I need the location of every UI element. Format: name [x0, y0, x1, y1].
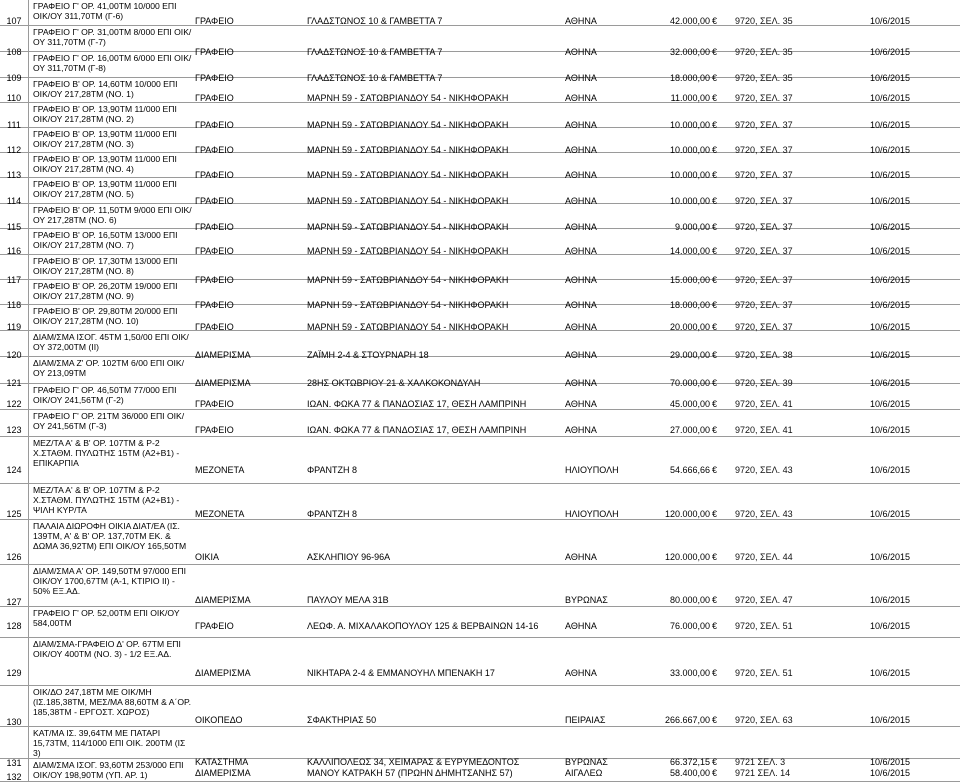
row-description: ΠΑΛΑΙΑ ΔΙΩΡΟΦΗ ΟΙΚΙΑ ΔΙΑΤ/ΕΑ (ΙΣ. 139ΤΜ, Α' & Β' ΟΡ. 137,70ΤΜ ΕΚ. & ΔΩΜΑ 36,92ΤΜ) ΕΠΙ ΟΙΚ/ΟΥ 165,50ΤΜ: [33, 521, 187, 551]
row-price: 9.000,00: [674, 222, 710, 232]
row-type: ΟΙΚΟΠΕΔΟ: [195, 715, 243, 725]
table-row: [0, 52, 960, 83]
euro-sign: €: [712, 222, 718, 232]
row-fek-ref: 9720, ΣΕΛ. 43: [735, 509, 793, 519]
row-type: ΜΕΖΟΝΕΤΑ: [195, 509, 245, 519]
row-type: ΓΡΑΦΕΙΟ: [195, 222, 234, 232]
row-address: ΜΑΝΟΥ ΚΑΤΡΑΚΗ 57 (ΠΡΩΗΝ ΔΗΜΗΤΣΑΝΗΣ 57): [307, 768, 513, 778]
row-date: 10/6/2015: [870, 222, 911, 232]
row-date: 10/6/2015: [870, 509, 911, 519]
row-city: ΗΛΙΟΥΠΟΛΗ: [565, 509, 619, 519]
row-type: ΓΡΑΦΕΙΟ: [195, 145, 234, 155]
row-fek-ref: 9720, ΣΕΛ. 41: [735, 399, 793, 409]
row-price: 266.667,00: [664, 715, 710, 725]
row-fek-ref: 9721 ΣΕΛ. 3: [735, 757, 786, 767]
row-date: 10/6/2015: [870, 757, 911, 767]
row-city: ΑΘΗΝΑ: [565, 145, 597, 155]
row-city: ΒΥΡΩΝΑΣ: [565, 595, 608, 605]
row-description: ΓΡΑΦΕΙΟ Γ' ΟΡ. 52,00ΤΜ ΕΠΙ ΟΙΚ/ΟΥ 584,00ΤΜ: [33, 608, 180, 628]
row-address: ΜΑΡΝΗ 59 - ΣΑΤΩΒΡΙΑΝΔΟΥ 54 - ΝΙΚΗΦΟΡΑΚΗ: [307, 246, 509, 256]
row-address: ΖΑΪΜΗ 2-4 & ΣΤΟΥΡΝΑΡΗ 18: [307, 350, 429, 360]
row-price: 18.000,00: [669, 300, 710, 310]
row-price: 32.000,00: [669, 47, 710, 57]
row-price: 10.000,00: [669, 120, 710, 130]
row-date: 10/6/2015: [870, 322, 911, 332]
row-type: ΓΡΑΦΕΙΟ: [195, 621, 234, 631]
row-type: ΓΡΑΦΕΙΟ: [195, 246, 234, 256]
row-description: ΓΡΑΦΕΙΟ Β' ΟΡ. 29,80ΤΜ 20/000 ΕΠΙ ΟΙΚ/ΟΥ 217,28ΤΜ (ΝΟ. 10): [33, 306, 178, 326]
row-price: 66.372,15: [669, 757, 710, 767]
euro-sign: €: [712, 552, 718, 562]
row-fek-ref: 9721 ΣΕΛ. 14: [735, 768, 791, 778]
row-city: ΑΘΗΝΑ: [565, 552, 597, 562]
row-price: 45.000,00: [669, 399, 710, 409]
row-city: ΑΘΗΝΑ: [565, 621, 597, 631]
row-price: 15.000,00: [669, 275, 710, 285]
euro-sign: €: [712, 715, 718, 725]
table-row: [0, 357, 960, 388]
row-price: 70.000,00: [669, 378, 710, 388]
row-date: 10/6/2015: [870, 595, 911, 605]
table-row: [0, 178, 960, 204]
row-number: 120: [6, 350, 22, 360]
row-price: 58.400,00: [669, 768, 710, 778]
euro-sign: €: [712, 757, 718, 767]
table-row: [0, 437, 960, 484]
row-date: 10/6/2015: [870, 196, 911, 206]
row-number: 128: [6, 621, 22, 631]
row-date: 10/6/2015: [870, 465, 911, 475]
row-price: 76.000,00: [669, 621, 710, 631]
row-city: ΑΘΗΝΑ: [565, 668, 597, 678]
euro-sign: €: [712, 93, 718, 103]
euro-sign: €: [712, 621, 718, 631]
euro-sign: €: [712, 378, 718, 388]
row-type: ΓΡΑΦΕΙΟ: [195, 275, 234, 285]
row-description: ΜΕΖ/ΤΑ Α' & Β' ΟΡ. 107ΤΜ & Ρ-2 Χ.ΣΤΑΘΜ. ΠΥΛΩΤΗΣ 15ΤΜ (Α2+Β1) - ΨΙΛΗ ΚΥΡ/ΤΑ: [33, 485, 180, 515]
row-type: ΜΕΖΟΝΕΤΑ: [195, 465, 245, 475]
row-fek-ref: 9720, ΣΕΛ. 39: [735, 378, 793, 388]
row-number: 109: [6, 73, 22, 83]
table-row: [0, 255, 960, 285]
row-city: ΑΘΗΝΑ: [565, 300, 597, 310]
row-city: ΑΘΗΝΑ: [565, 399, 597, 409]
row-city: ΠΕΙΡΑΙΑΣ: [565, 715, 606, 725]
row-fek-ref: 9720, ΣΕΛ. 37: [735, 93, 793, 103]
row-price: 11.000,00: [670, 93, 710, 103]
euro-sign: €: [712, 768, 718, 778]
row-price: 54.666,66: [669, 465, 710, 475]
row-date: 10/6/2015: [870, 768, 911, 778]
row-address: ΜΑΡΝΗ 59 - ΣΑΤΩΒΡΙΑΝΔΟΥ 54 - ΝΙΚΗΦΟΡΑΚΗ: [307, 222, 509, 232]
row-address: ΜΑΡΝΗ 59 - ΣΑΤΩΒΡΙΑΝΔΟΥ 54 - ΝΙΚΗΦΟΡΑΚΗ: [307, 170, 509, 180]
row-number: 115: [6, 222, 22, 232]
table-row: [0, 153, 960, 178]
row-date: 10/6/2015: [870, 16, 911, 26]
row-fek-ref: 9720, ΣΕΛ. 37: [735, 196, 793, 206]
row-address: ΓΛΑΔΣΤΩΝΟΣ 10 & ΓΑΜΒΕΤΤΑ 7: [307, 47, 443, 57]
row-description: ΓΡΑΦΕΙΟ Β' ΟΡ. 13,90ΤΜ 11/000 ΕΠΙ ΟΙΚ/ΟΥ 217,28ΤΜ (ΝΟ. 4): [33, 154, 177, 174]
row-fek-ref: 9720, ΣΕΛ. 37: [735, 300, 793, 310]
row-city: ΑΘΗΝΑ: [565, 16, 597, 26]
row-fek-ref: 9720, ΣΕΛ. 38: [735, 350, 793, 360]
row-type: ΓΡΑΦΕΙΟ: [195, 196, 234, 206]
row-fek-ref: 9720, ΣΕΛ. 37: [735, 170, 793, 180]
table-row: [0, 331, 960, 360]
row-city: ΑΘΗΝΑ: [565, 322, 597, 332]
row-address: ΣΦΑΚΤΗΡΙΑΣ 50: [307, 715, 377, 725]
row-type: ΔΙΑΜΕΡΙΣΜΑ: [195, 768, 251, 778]
row-city: ΑΘΗΝΑ: [565, 93, 597, 103]
row-city: ΑΘΗΝΑ: [565, 73, 597, 83]
row-number: 110: [6, 93, 22, 103]
row-number: 117: [6, 275, 22, 285]
row-fek-ref: 9720, ΣΕΛ. 37: [735, 246, 793, 256]
row-date: 10/6/2015: [870, 552, 911, 562]
row-description: ΓΡΑΦΕΙΟ Β' ΟΡ. 13,90ΤΜ 11/000 ΕΠΙ ΟΙΚ/ΟΥ 217,28ΤΜ (ΝΟ. 3): [33, 129, 177, 149]
row-fek-ref: 9720, ΣΕΛ. 47: [735, 595, 793, 605]
row-type: ΓΡΑΦΕΙΟ: [195, 300, 234, 310]
euro-sign: €: [712, 275, 718, 285]
row-number: 131: [6, 758, 22, 768]
euro-sign: €: [712, 668, 718, 678]
row-number: 125: [6, 509, 22, 519]
row-address: ΜΑΡΝΗ 59 - ΣΑΤΩΒΡΙΑΝΔΟΥ 54 - ΝΙΚΗΦΟΡΑΚΗ: [307, 300, 509, 310]
row-price: 80.000,00: [669, 595, 710, 605]
row-address: ΜΑΡΝΗ 59 - ΣΑΤΩΒΡΙΑΝΔΟΥ 54 - ΝΙΚΗΦΟΡΑΚΗ: [307, 196, 509, 206]
row-number: 127: [6, 597, 22, 607]
row-fek-ref: 9720, ΣΕΛ. 51: [735, 668, 793, 678]
row-type: ΓΡΑΦΕΙΟ: [195, 170, 234, 180]
table-row: [0, 384, 960, 410]
row-number: 130: [6, 717, 22, 727]
row-type: ΓΡΑΦΕΙΟ: [195, 16, 234, 26]
row-number: 114: [6, 196, 22, 206]
row-address: ΙΩΑΝ. ΦΩΚΑ 77 & ΠΑΝΔΟΣΙΑΣ 17, ΘΕΣΗ ΛΑΜΠΡΙΝΗ: [307, 425, 527, 435]
row-city: ΑΘΗΝΑ: [565, 350, 597, 360]
table-row: [0, 686, 960, 727]
row-address: ΓΛΑΔΣΤΩΝΟΣ 10 & ΓΑΜΒΕΤΤΑ 7: [307, 73, 443, 83]
row-type: ΚΑΤΑΣΤΗΜΑ: [195, 757, 249, 767]
row-address: ΜΑΡΝΗ 59 - ΣΑΤΩΒΡΙΑΝΔΟΥ 54 - ΝΙΚΗΦΟΡΑΚΗ: [307, 120, 509, 130]
euro-sign: €: [712, 465, 718, 475]
row-fek-ref: 9720, ΣΕΛ. 37: [735, 145, 793, 155]
row-address: ΜΑΡΝΗ 59 - ΣΑΤΩΒΡΙΑΝΔΟΥ 54 - ΝΙΚΗΦΟΡΑΚΗ: [307, 322, 509, 332]
row-address: ΜΑΡΝΗ 59 - ΣΑΤΩΒΡΙΑΝΔΟΥ 54 - ΝΙΚΗΦΟΡΑΚΗ: [307, 93, 509, 103]
table-row: [0, 26, 960, 57]
euro-sign: €: [712, 196, 718, 206]
row-description: ΜΕΖ/ΤΑ Α' & Β' ΟΡ. 107ΤΜ & Ρ-2 Χ.ΣΤΑΘΜ. ΠΥΛΩΤΗΣ 15ΤΜ (Α2+Β1) - ΕΠΙΚΑΡΠΙΑ: [33, 438, 180, 468]
row-address: ΝΙΚΗΤΑΡΑ 2-4 & ΕΜΜΑΝΟΥΗΛ ΜΠΕΝΑΚΗ 17: [307, 668, 495, 678]
row-number: 118: [6, 300, 22, 310]
table-row: [0, 0, 960, 26]
row-fek-ref: 9720, ΣΕΛ. 37: [735, 322, 793, 332]
row-number: 107: [6, 16, 22, 26]
row-number: 116: [6, 246, 22, 256]
row-address: ΓΛΑΔΣΤΩΝΟΣ 10 & ΓΑΜΒΕΤΤΑ 7: [307, 16, 443, 26]
row-city: ΑΘΗΝΑ: [565, 120, 597, 130]
row-address: ΜΑΡΝΗ 59 - ΣΑΤΩΒΡΙΑΝΔΟΥ 54 - ΝΙΚΗΦΟΡΑΚΗ: [307, 145, 509, 155]
row-price: 14.000,00: [669, 246, 710, 256]
row-address: ΦΡΑΝΤΖΗ 8: [307, 509, 358, 519]
euro-sign: €: [712, 595, 718, 605]
euro-sign: €: [712, 399, 718, 409]
row-description: ΓΡΑΦΕΙΟ Β' ΟΡ. 16,50ΤΜ 13/000 ΕΠΙ ΟΙΚ/ΟΥ 217,28ΤΜ (ΝΟ. 7): [33, 230, 178, 250]
row-description: ΓΡΑΦΕΙΟ Γ' ΟΡ. 41,00ΤΜ 10/000 ΕΠΙ ΟΙΚ/ΟΥ 311,70ΤΜ (Γ-6): [33, 1, 177, 21]
row-date: 10/6/2015: [870, 170, 911, 180]
euro-sign: €: [712, 322, 718, 332]
table-row: [0, 128, 960, 153]
row-number: 122: [6, 399, 22, 409]
row-date: 10/6/2015: [870, 246, 911, 256]
row-address: 28ΗΣ ΟΚΤΩΒΡΙΟΥ 21 & ΧΑΛΚΟΚΟΝΔΥΛΗ: [307, 378, 481, 388]
row-date: 10/6/2015: [870, 300, 911, 310]
row-date: 10/6/2015: [870, 378, 911, 388]
table-row: [0, 759, 960, 782]
row-price: 10.000,00: [669, 170, 710, 180]
row-address: ΙΩΑΝ. ΦΩΚΑ 77 & ΠΑΝΔΟΣΙΑΣ 17, ΘΕΣΗ ΛΑΜΠΡΙΝΗ: [307, 399, 527, 409]
row-date: 10/6/2015: [870, 715, 911, 725]
row-type: ΓΡΑΦΕΙΟ: [195, 322, 234, 332]
row-fek-ref: 9720, ΣΕΛ. 63: [735, 715, 793, 725]
table-row: [0, 484, 960, 520]
row-number: 129: [6, 668, 22, 678]
row-price: 120.000,00: [664, 509, 710, 519]
row-address: ΛΕΩΦ. Α. ΜΙΧΑΛΑΚΟΠΟΥΛΟΥ 125 & ΒΕΡΒΑΙΝΩΝ 14-16: [307, 621, 539, 631]
row-price: 29.000,00: [669, 350, 710, 360]
row-address: ΦΡΑΝΤΖΗ 8: [307, 465, 358, 475]
row-fek-ref: 9720, ΣΕΛ. 44: [735, 552, 793, 562]
row-price: 120.000,00: [664, 552, 710, 562]
row-description: ΓΡΑΦΕΙΟ Β' ΟΡ. 14,60ΤΜ 10/000 ΕΠΙ ΟΙΚ/ΟΥ 217,28ΤΜ (ΝΟ. 1): [33, 79, 178, 99]
row-price: 20.000,00: [669, 322, 710, 332]
row-description: ΔΙΑΜ/ΣΜΑ Α' ΟΡ. 149,50ΤΜ 97/000 ΕΠΙ ΟΙΚ/ΟΥ 1700,67ΤΜ (Α-1, ΚΤΙΡΙΟ ΙΙ) - 50% ΕΞ.ΑΔ.: [33, 566, 186, 596]
row-description: ΓΡΑΦΕΙΟ Β' ΟΡ. 11,50ΤΜ 9/000 ΕΠΙ ΟΙΚ/ΟΥ 217,28ΤΜ (ΝΟ. 6): [33, 205, 192, 225]
row-city: ΑΘΗΝΑ: [565, 246, 597, 256]
table-row: [0, 520, 960, 565]
row-date: 10/6/2015: [870, 350, 911, 360]
row-number: 108: [6, 47, 22, 57]
row-fek-ref: 9720, ΣΕΛ. 35: [735, 16, 793, 26]
row-date: 10/6/2015: [870, 120, 911, 130]
row-number: 121: [6, 378, 22, 388]
row-type: ΓΡΑΦΕΙΟ: [195, 93, 234, 103]
table-row: [0, 103, 960, 128]
row-address: ΑΣΚΛΗΠΙΟΥ 96-96Α: [307, 552, 391, 562]
table-row: [0, 638, 960, 686]
row-price: 10.000,00: [669, 196, 710, 206]
row-date: 10/6/2015: [870, 73, 911, 83]
row-city: ΒΥΡΩΝΑΣ: [565, 757, 608, 767]
euro-sign: €: [712, 47, 718, 57]
row-number: 119: [6, 322, 22, 332]
row-description: ΓΡΑΦΕΙΟ Γ' ΟΡ. 31,00ΤΜ 8/000 ΕΠΙ ΟΙΚ/ΟΥ 311,70ΤΜ (Γ-7): [33, 27, 192, 47]
row-date: 10/6/2015: [870, 145, 911, 155]
row-type: ΔΙΑΜΕΡΙΣΜΑ: [195, 350, 251, 360]
row-number: 124: [6, 465, 22, 475]
row-number: 113: [6, 170, 22, 180]
euro-sign: €: [712, 300, 718, 310]
row-city: ΑΘΗΝΑ: [565, 378, 597, 388]
row-date: 10/6/2015: [870, 47, 911, 57]
row-fek-ref: 9720, ΣΕΛ. 37: [735, 222, 793, 232]
table-row: [0, 305, 960, 331]
table-row: [0, 565, 960, 607]
row-number: 126: [6, 552, 22, 562]
row-type: ΓΡΑΦΕΙΟ: [195, 120, 234, 130]
table-row: [0, 204, 960, 232]
row-description: ΔΙΑΜ/ΣΜΑ ΙΣΟΓ. 93,60ΤΜ 253/000 ΕΠΙ ΟΙΚ/ΟΥ 198,90ΤΜ (ΥΠ. ΑΡ. 1): [33, 760, 184, 780]
table-row: [0, 280, 960, 310]
table-row: [0, 410, 960, 437]
row-date: 10/6/2015: [870, 275, 911, 285]
row-description: ΓΡΑΦΕΙΟ Β' ΟΡ. 13,90ΤΜ 11/000 ΕΠΙ ΟΙΚ/ΟΥ 217,28ΤΜ (ΝΟ. 5): [33, 179, 177, 199]
row-description: ΔΙΑΜ/ΣΜΑ Ζ' ΟΡ. 102ΤΜ 6/00 ΕΠΙ ΟΙΚ/ΟΥ 213,09ΤΜ: [33, 358, 185, 378]
euro-sign: €: [712, 246, 718, 256]
row-city: ΑΘΗΝΑ: [565, 222, 597, 232]
row-fek-ref: 9720, ΣΕΛ. 51: [735, 621, 793, 631]
row-number: 111: [7, 120, 21, 130]
row-fek-ref: 9720, ΣΕΛ. 41: [735, 425, 793, 435]
row-description: ΓΡΑΦΕΙΟ Γ' ΟΡ. 16,00ΤΜ 6/000 ΕΠΙ ΟΙΚ/ΟΥ 311,70ΤΜ (Γ-8): [33, 53, 192, 73]
row-city: ΑΘΗΝΑ: [565, 47, 597, 57]
row-description: ΓΡΑΦΕΙΟ Γ' ΟΡ. 21ΤΜ 36/000 ΕΠΙ ΟΙΚ/ΟΥ 241,56ΤΜ (Γ-3): [33, 411, 185, 431]
row-fek-ref: 9720, ΣΕΛ. 43: [735, 465, 793, 475]
euro-sign: €: [712, 145, 718, 155]
row-description: ΚΑΤ/ΜΑ ΙΣ. 39,64ΤΜ ΜΕ ΠΑΤΑΡΙ 15,73ΤΜ, 114/1000 ΕΠΙ ΟΙΚ. 200ΤΜ (ΙΣ 3): [33, 728, 186, 758]
row-description: ΓΡΑΦΕΙΟ Β' ΟΡ. 26,20ΤΜ 19/000 ΕΠΙ ΟΙΚ/ΟΥ 217,28ΤΜ (ΝΟ. 9): [33, 281, 178, 301]
euro-sign: €: [712, 120, 718, 130]
row-date: 10/6/2015: [870, 399, 911, 409]
row-type: ΓΡΑΦΕΙΟ: [195, 47, 234, 57]
row-description: ΟΙΚ/ΔΟ 247,18ΤΜ ΜΕ ΟΙΚ/ΜΗ (ΙΣ.185,38ΤΜ, ΜΕΣ/ΜΑ 88,60ΤΜ & Α΄ΟΡ. 185,38ΤΜ - ΕΡΓΟΣΤ. ΧΩΡΟΣ): [33, 687, 192, 717]
row-price: 42.000,00: [669, 16, 710, 26]
table-row: [0, 607, 960, 638]
row-city: ΗΛΙΟΥΠΟΛΗ: [565, 465, 619, 475]
euro-sign: €: [712, 73, 718, 83]
table-row: [0, 229, 960, 255]
euro-sign: €: [712, 350, 718, 360]
euro-sign: €: [712, 509, 718, 519]
row-type: ΓΡΑΦΕΙΟ: [195, 399, 234, 409]
table-row: [0, 727, 960, 768]
row-city: ΑΘΗΝΑ: [565, 425, 597, 435]
euro-sign: €: [712, 425, 718, 435]
row-city: ΑΘΗΝΑ: [565, 196, 597, 206]
row-description: ΓΡΑΦΕΙΟ Β' ΟΡ. 13,90ΤΜ 11/000 ΕΠΙ ΟΙΚ/ΟΥ 217,28ΤΜ (ΝΟ. 2): [33, 104, 177, 124]
row-date: 10/6/2015: [870, 93, 911, 103]
table-row: [0, 78, 960, 103]
row-number: 132: [6, 772, 22, 782]
row-fek-ref: 9720, ΣΕΛ. 37: [735, 275, 793, 285]
row-address: ΠΑΥΛΟΥ ΜΕΛΑ 31Β: [307, 595, 389, 605]
row-type: ΓΡΑΦΕΙΟ: [195, 425, 234, 435]
row-date: 10/6/2015: [870, 621, 911, 631]
row-date: 10/6/2015: [870, 425, 911, 435]
row-date: 10/6/2015: [870, 668, 911, 678]
row-type: ΓΡΑΦΕΙΟ: [195, 73, 234, 83]
row-type: ΔΙΑΜΕΡΙΣΜΑ: [195, 378, 251, 388]
row-fek-ref: 9720, ΣΕΛ. 37: [735, 120, 793, 130]
row-number: 112: [6, 145, 22, 155]
row-description: ΓΡΑΦΕΙΟ Β' ΟΡ. 17,30ΤΜ 13/000 ΕΠΙ ΟΙΚ/ΟΥ 217,28ΤΜ (ΝΟ. 8): [33, 256, 178, 276]
euro-sign: €: [712, 170, 718, 180]
row-city: ΑΙΓΑΛΕΩ: [565, 768, 603, 778]
row-description: ΔΙΑΜ/ΣΜΑ-ΓΡΑΦΕΙΟ Δ' ΟΡ. 67ΤΜ ΕΠΙ ΟΙΚ/ΟΥ 400ΤΜ (ΝΟ. 3) - 1/2 ΕΞ.ΑΔ.: [33, 639, 181, 659]
row-price: 33.000,00: [669, 668, 710, 678]
row-price: 27.000,00: [669, 425, 710, 435]
row-description: ΔΙΑΜ/ΣΜΑ ΙΣΟΓ. 45ΤΜ 1,50/00 ΕΠΙ ΟΙΚ/ΟΥ 372,00ΤΜ (ΙΙ): [33, 332, 189, 352]
row-fek-ref: 9720, ΣΕΛ. 35: [735, 73, 793, 83]
row-price: 18.000,00: [669, 73, 710, 83]
row-address: ΚΑΛΛΙΠΟΛΕΩΣ 34, ΧΕΙΜΑΡΑΣ & ΕΥΡΥΜΕΔΟΝΤΟΣ: [307, 757, 520, 767]
row-number: 123: [6, 425, 22, 435]
row-type: ΟΙΚΙΑ: [195, 552, 220, 562]
row-type: ΔΙΑΜΕΡΙΣΜΑ: [195, 668, 251, 678]
row-price: 10.000,00: [669, 145, 710, 155]
row-description: ΓΡΑΦΕΙΟ Γ' ΟΡ. 46,50ΤΜ 77/000 ΕΠΙ ΟΙΚ/ΟΥ 241,56ΤΜ (Γ-2): [33, 385, 177, 405]
row-type: ΔΙΑΜΕΡΙΣΜΑ: [195, 595, 251, 605]
euro-sign: €: [712, 16, 718, 26]
row-city: ΑΘΗΝΑ: [565, 170, 597, 180]
row-address: ΜΑΡΝΗ 59 - ΣΑΤΩΒΡΙΑΝΔΟΥ 54 - ΝΙΚΗΦΟΡΑΚΗ: [307, 275, 509, 285]
row-city: ΑΘΗΝΑ: [565, 275, 597, 285]
row-fek-ref: 9720, ΣΕΛ. 35: [735, 47, 793, 57]
